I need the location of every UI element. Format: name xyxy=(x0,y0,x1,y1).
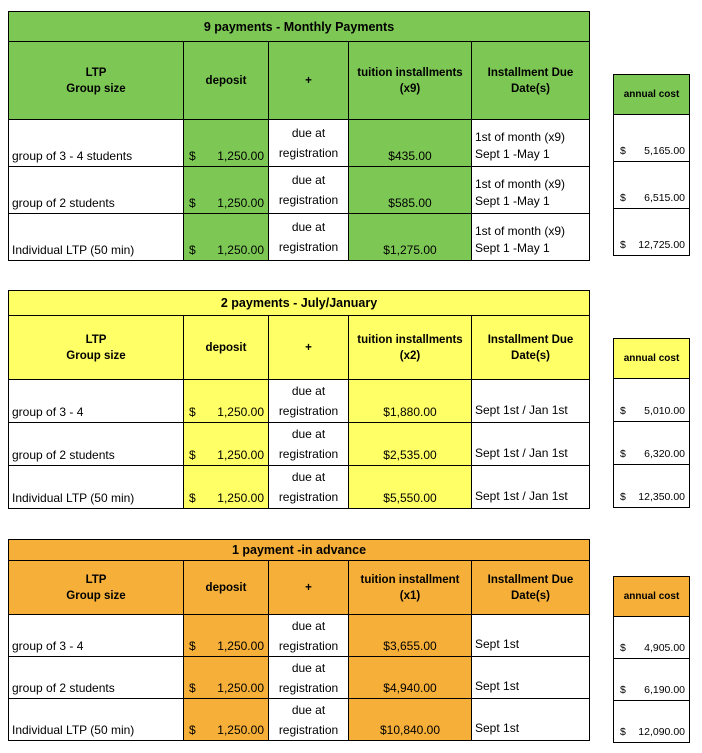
due-line1: Sept 1st / Jan 1st xyxy=(475,489,568,503)
currency-symbol: $ xyxy=(189,681,196,695)
due-at-registration xyxy=(269,167,349,214)
annual-cost-value xyxy=(614,379,690,422)
currency-symbol: $ xyxy=(189,149,196,163)
ltp-header: LTP xyxy=(85,333,107,346)
due-note-line1: due at xyxy=(291,470,326,484)
two-payments-table xyxy=(8,290,590,509)
installment-amount: $435.00 xyxy=(349,120,472,167)
due-at-registration xyxy=(269,423,349,466)
group-size-header: Group size xyxy=(66,349,126,362)
due-at-registration xyxy=(269,120,349,167)
section-title: 9 payments - Monthly Payments xyxy=(9,12,590,42)
due-note-line2: registration xyxy=(278,680,339,695)
group-label: group of 2 students xyxy=(9,423,184,466)
currency-symbol: $ xyxy=(189,405,196,419)
table-row xyxy=(9,699,590,741)
due-dates xyxy=(472,615,590,657)
currency-symbol: $ xyxy=(189,723,196,737)
installment-header xyxy=(349,42,472,120)
deposit-amount: 1,250.00 xyxy=(217,448,264,462)
table-row xyxy=(9,615,590,657)
annual-cost-value xyxy=(614,617,690,659)
installment-amount: $3,655.00 xyxy=(349,615,472,657)
installment-amount: $10,840.00 xyxy=(349,699,472,741)
installment-amount: $585.00 xyxy=(349,167,472,214)
group-label: Individual LTP (50 min) xyxy=(9,466,184,509)
currency-symbol: $ xyxy=(189,243,196,257)
annual-amount: 6,515.00 xyxy=(644,192,685,204)
due-line2: Sept 1 -May 1 xyxy=(475,147,550,161)
table-row xyxy=(9,214,590,261)
deposit-amount: 1,250.00 xyxy=(217,681,264,695)
installment-header-line1: tuition installments xyxy=(357,333,463,346)
installment-amount: $1,275.00 xyxy=(349,214,472,261)
currency-symbol: $ xyxy=(620,145,626,157)
due-at-registration xyxy=(269,466,349,509)
annual-amount: 6,190.00 xyxy=(644,684,685,696)
annual-amount: 4,905.00 xyxy=(644,642,685,654)
annual-cost-value xyxy=(614,659,690,701)
due-date-header-line2: Date(s) xyxy=(511,82,550,95)
due-dates xyxy=(472,657,590,699)
annual-cost-value xyxy=(614,701,690,743)
ltp-group-size-header xyxy=(9,42,184,120)
due-line1: 1st of month (x9) xyxy=(475,177,566,191)
currency-symbol: $ xyxy=(620,642,626,654)
group-label: Individual LTP (50 min) xyxy=(9,699,184,741)
due-at-registration xyxy=(269,214,349,261)
due-date-header xyxy=(472,316,590,380)
deposit-amount: 1,250.00 xyxy=(217,196,264,210)
due-dates xyxy=(472,423,590,466)
currency-symbol: $ xyxy=(620,405,626,417)
due-note-line2: registration xyxy=(278,404,339,418)
one-payment-table xyxy=(8,539,590,741)
due-date-header xyxy=(472,561,590,615)
annual-cost-value xyxy=(614,209,690,256)
annual-cost-table-monthly xyxy=(613,74,690,256)
due-note-line2: registration xyxy=(278,447,339,461)
currency-symbol: $ xyxy=(620,192,626,204)
ltp-header: LTP xyxy=(85,66,107,79)
group-label: group of 3 - 4 xyxy=(9,380,184,423)
annual-cost-value xyxy=(614,162,690,209)
annual-amount: 5,165.00 xyxy=(644,145,685,157)
deposit-cell xyxy=(184,657,269,699)
deposit-amount: 1,250.00 xyxy=(217,491,264,505)
table-row xyxy=(9,120,590,167)
group-label: group of 2 students xyxy=(9,167,184,214)
ltp-group-size-header xyxy=(9,561,184,615)
due-line1: 1st of month (x9) xyxy=(475,224,566,238)
due-note-line2: registration xyxy=(278,146,339,160)
due-note-line1: due at xyxy=(291,384,326,398)
deposit-cell xyxy=(184,466,269,509)
table-row xyxy=(9,657,590,699)
due-line1: Sept 1st / Jan 1st xyxy=(475,403,568,417)
installment-header-line1: tuition installment xyxy=(360,573,460,586)
due-note-line1: due at xyxy=(291,126,326,140)
deposit-amount: 1,250.00 xyxy=(217,723,264,737)
annual-amount: 5,010.00 xyxy=(644,405,685,417)
installment-header-line2: (x2) xyxy=(399,349,421,362)
due-date-header-line1: Installment Due xyxy=(487,333,574,346)
group-label: Individual LTP (50 min) xyxy=(9,214,184,261)
due-date-header-line2: Date(s) xyxy=(511,589,550,602)
table-row xyxy=(9,167,590,214)
deposit-header: deposit xyxy=(184,561,269,615)
due-dates xyxy=(472,466,590,509)
annual-amount: 12,725.00 xyxy=(638,239,685,251)
installment-header-line1: tuition installments xyxy=(357,66,463,79)
due-line1: Sept 1st xyxy=(475,679,520,693)
annual-cost-value xyxy=(614,465,690,508)
annual-cost-header: annual cost xyxy=(614,339,690,379)
due-note-line1: due at xyxy=(291,220,326,234)
deposit-amount: 1,250.00 xyxy=(217,405,264,419)
table-row xyxy=(9,466,590,509)
installment-amount: $1,880.00 xyxy=(349,380,472,423)
annual-cost-header: annual cost xyxy=(614,75,690,115)
group-label: group of 2 students xyxy=(9,657,184,699)
installment-header xyxy=(349,561,472,615)
section-title: 2 payments - July/January xyxy=(9,291,590,316)
due-dates xyxy=(472,167,590,214)
due-at-registration xyxy=(269,615,349,657)
installment-amount: $2,535.00 xyxy=(349,423,472,466)
due-date-header xyxy=(472,42,590,120)
deposit-amount: 1,250.00 xyxy=(217,243,264,257)
annual-amount: 6,320.00 xyxy=(644,448,685,460)
due-at-registration xyxy=(269,657,349,699)
group-size-header: Group size xyxy=(66,589,126,602)
due-note-line2: registration xyxy=(278,240,339,254)
due-note-line2: registration xyxy=(278,193,339,207)
deposit-header: deposit xyxy=(184,42,269,120)
plus-header: + xyxy=(269,561,349,615)
group-size-header: Group size xyxy=(66,82,126,95)
currency-symbol: $ xyxy=(620,448,626,460)
deposit-cell xyxy=(184,167,269,214)
currency-symbol: $ xyxy=(620,491,626,503)
annual-cost-table-one-payment xyxy=(613,576,690,743)
group-label: group of 3 - 4 students xyxy=(9,120,184,167)
due-dates xyxy=(472,120,590,167)
due-line1: Sept 1st xyxy=(475,637,520,651)
group-label: group of 3 - 4 xyxy=(9,615,184,657)
annual-cost-header: annual cost xyxy=(614,577,690,617)
due-at-registration xyxy=(269,380,349,423)
deposit-amount: 1,250.00 xyxy=(217,639,264,653)
annual-cost-table-two-payments xyxy=(613,338,690,508)
deposit-cell xyxy=(184,120,269,167)
deposit-cell xyxy=(184,214,269,261)
installment-amount: $4,940.00 xyxy=(349,657,472,699)
currency-symbol: $ xyxy=(620,726,626,738)
due-note-line1: due at xyxy=(291,427,326,441)
installment-header-line2: (x1) xyxy=(399,589,421,602)
monthly-payments-table xyxy=(8,11,590,261)
due-note-line2: registration xyxy=(278,490,339,504)
due-note-line1: due at xyxy=(291,618,326,633)
currency-symbol: $ xyxy=(189,491,196,505)
annual-amount: 12,090.00 xyxy=(638,726,685,738)
due-at-registration xyxy=(269,699,349,741)
section-title: 1 payment -in advance xyxy=(9,540,590,561)
due-line1: 1st of month (x9) xyxy=(475,130,566,144)
deposit-cell xyxy=(184,615,269,657)
currency-symbol: $ xyxy=(189,639,196,653)
due-line2: Sept 1 -May 1 xyxy=(475,194,550,208)
deposit-amount: 1,250.00 xyxy=(217,149,264,163)
annual-amount: 12,350.00 xyxy=(638,491,685,503)
due-note-line1: due at xyxy=(291,173,326,187)
due-line1: Sept 1st / Jan 1st xyxy=(475,446,568,460)
deposit-cell xyxy=(184,699,269,741)
installment-header-line2: (x9) xyxy=(399,82,421,95)
due-dates xyxy=(472,380,590,423)
due-line1: Sept 1st xyxy=(475,721,520,735)
due-date-header-line1: Installment Due xyxy=(487,66,574,79)
due-note-line1: due at xyxy=(291,660,326,675)
annual-cost-value xyxy=(614,422,690,465)
ltp-header: LTP xyxy=(85,573,107,586)
installment-amount: $5,550.00 xyxy=(349,466,472,509)
table-row xyxy=(9,380,590,423)
currency-symbol: $ xyxy=(189,448,196,462)
installment-header xyxy=(349,316,472,380)
currency-symbol: $ xyxy=(189,196,196,210)
annual-cost-value xyxy=(614,115,690,162)
currency-symbol: $ xyxy=(620,239,626,251)
due-note-line2: registration xyxy=(278,722,339,737)
deposit-header: deposit xyxy=(184,316,269,380)
due-line2: Sept 1 -May 1 xyxy=(475,241,550,255)
deposit-cell xyxy=(184,380,269,423)
due-dates xyxy=(472,214,590,261)
due-date-header-line2: Date(s) xyxy=(511,349,551,362)
table-row xyxy=(9,423,590,466)
due-date-header-line1: Installment Due xyxy=(487,573,574,586)
currency-symbol: $ xyxy=(620,684,626,696)
due-dates xyxy=(472,699,590,741)
plus-header: + xyxy=(269,316,349,380)
due-note-line2: registration xyxy=(278,638,339,653)
deposit-cell xyxy=(184,423,269,466)
ltp-group-size-header xyxy=(9,316,184,380)
due-note-line1: due at xyxy=(291,702,326,717)
plus-header: + xyxy=(269,42,349,120)
